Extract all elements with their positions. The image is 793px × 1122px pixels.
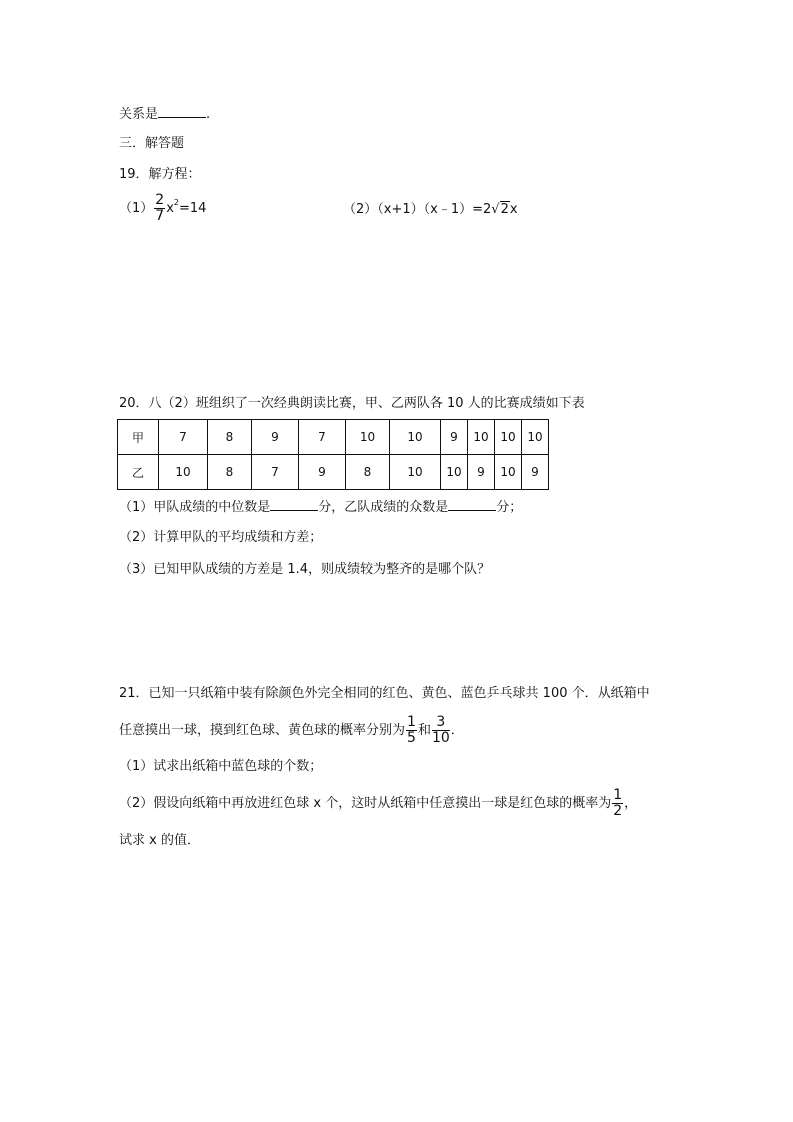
score-cell: 10	[390, 420, 441, 455]
q19-var: x	[166, 201, 174, 216]
score-cell: 7	[299, 420, 346, 455]
q19-exponent: 2	[173, 198, 179, 207]
score-cell: 10	[441, 455, 468, 490]
q19-part1-label: （1）	[119, 201, 154, 216]
score-cell: 9	[252, 420, 299, 455]
q21-sub2-end: ，	[624, 796, 638, 811]
q20-sub1	[119, 497, 522, 517]
score-cell: 8	[346, 455, 390, 490]
scores-table	[117, 419, 549, 490]
score-cell: 8	[208, 455, 252, 490]
score-cell: 10	[159, 455, 208, 490]
sqrt-symbol: √2	[491, 202, 509, 217]
fraction-three-tenths	[432, 715, 450, 746]
q21-sub2	[119, 788, 637, 819]
q19-title: 19．解方程：	[119, 167, 201, 182]
score-cell: 10	[495, 420, 522, 455]
score-cell: 9	[299, 455, 346, 490]
table-row	[118, 420, 549, 455]
answer-blank	[448, 497, 496, 511]
q19-part2-lhs: （x+1）（x﹣1）=2	[377, 202, 492, 217]
score-cell: 8	[208, 420, 252, 455]
q20-sub2: （2）计算甲队的平均成绩和方差；	[119, 530, 323, 545]
score-cell: 10	[390, 455, 441, 490]
fraction-numerator: 2	[155, 192, 165, 208]
fraction-denominator: 2	[613, 803, 623, 819]
q21-line2-end: ．	[450, 723, 464, 738]
q19-part2-var: x	[509, 202, 518, 217]
q21-line1: 21．已知一只纸箱中装有除颜色外完全相同的红色、黄色、蓝色乒乓球共 100 个．从纸箱中	[119, 686, 650, 701]
fraction-denominator: 7	[155, 208, 165, 224]
q20-sub1-text2: 分，乙队成绩的众数是	[318, 500, 449, 515]
q18-tail-end: .	[206, 107, 211, 122]
q20-sub1-text: （1）甲队成绩的中位数是	[119, 500, 271, 515]
team-cell: 甲	[118, 420, 159, 455]
fraction-denominator: 5	[407, 730, 416, 746]
fraction-one-half	[612, 788, 623, 819]
score-cell: 7	[252, 455, 299, 490]
q20-sub1-end: 分；	[496, 500, 523, 515]
fraction-numerator: 1	[407, 714, 416, 730]
score-cell: 9	[468, 455, 495, 490]
q21-sub1: （1）试求出纸箱中蓝色球的个数；	[119, 759, 323, 774]
table-row	[118, 455, 549, 490]
score-cell: 10	[522, 420, 549, 455]
answer-blank	[158, 104, 206, 118]
q19-part2	[343, 201, 518, 219]
q21-sub3: 试求 x 的值．	[119, 833, 200, 848]
fraction-numerator: 1	[613, 787, 623, 803]
score-cell: 9	[441, 420, 468, 455]
q19-part2-label: （2）	[343, 202, 378, 217]
q21-sub2-text: （2）假设向纸箱中再放进红色球 x 个，这时从纸箱中任意摸出一球是红色球的概率为	[119, 796, 612, 811]
fraction-one-fifth	[406, 715, 417, 746]
q21-line2	[119, 715, 464, 746]
sqrt-radicand: 2	[500, 202, 509, 217]
answer-blank	[270, 497, 318, 511]
q21-line2-text: 任意摸出一球，摸到红色球、黄色球的概率分别为	[119, 723, 406, 738]
score-cell: 10	[468, 420, 495, 455]
q20-sub3: （3）已知甲队成绩的方差是 1.4，则成绩较为整齐的是哪个队？	[119, 562, 491, 577]
q18-tail-line	[119, 104, 210, 124]
q18-tail-text: 关系是	[119, 107, 159, 122]
score-cell: 9	[522, 455, 549, 490]
q19-fraction	[154, 193, 165, 224]
score-cell: 10	[495, 455, 522, 490]
section-title: 三．解答题	[119, 136, 185, 151]
q19-part1	[119, 193, 206, 224]
q19-part1-rest: =14	[179, 201, 207, 216]
fraction-numerator: 3	[432, 715, 450, 731]
q21-line2-mid: 和	[417, 723, 431, 738]
score-cell: 7	[159, 420, 208, 455]
team-cell: 乙	[118, 455, 159, 490]
score-cell: 10	[346, 420, 390, 455]
fraction-denominator: 10	[431, 730, 450, 746]
q20-title: 20．八（2）班组织了一次经典朗读比赛，甲、乙两队各 10 人的比赛成绩如下表	[119, 396, 585, 411]
